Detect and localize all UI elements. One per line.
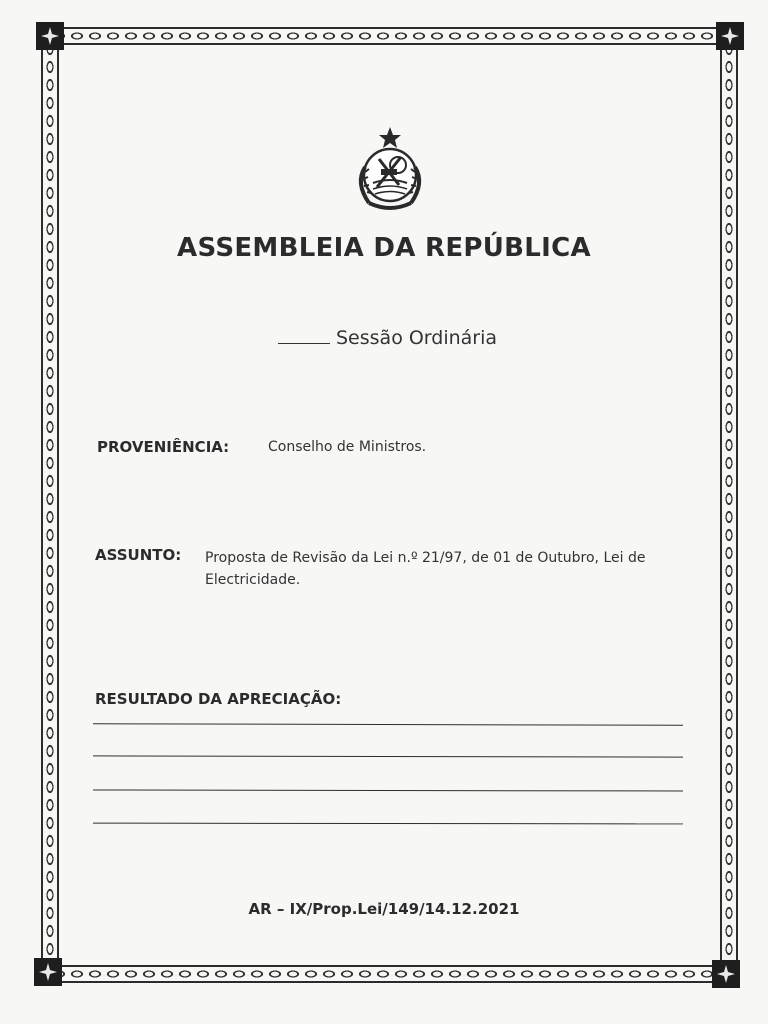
proveniencia-label: PROVENIÊNCIA: [97,438,230,456]
border-right [720,40,738,975]
answer-line [93,755,683,757]
answer-line [93,823,683,825]
document-reference: AR – IX/Prop.Lei/149/14.12.2021 [248,900,520,918]
session-line [278,327,497,349]
corner-ornament-icon [36,22,64,50]
border-bottom [50,965,722,983]
corner-ornament-icon [34,958,62,986]
corner-ornament-icon [716,22,744,50]
answer-line [93,789,683,791]
session-number-blank [278,329,330,344]
resultado-label: RESULTADO DA APRECIAÇÃO: [95,690,342,708]
national-emblem-icon [343,123,439,219]
border-top [50,27,722,45]
assunto-label: ASSUNTO: [95,546,182,564]
corner-ornament-icon [712,960,740,988]
page-title: ASSEMBLEIA DA REPÚBLICA [177,233,591,263]
session-label: Sessão Ordinária [336,327,498,349]
proveniencia-value: Conselho de Ministros. [268,439,427,455]
border-left [41,40,59,975]
answer-line [93,723,683,726]
assunto-value: Proposta de Revisão da Lei n.º 21/97, de 01 de Outubro, Lei de Electricidade. [205,550,646,588]
